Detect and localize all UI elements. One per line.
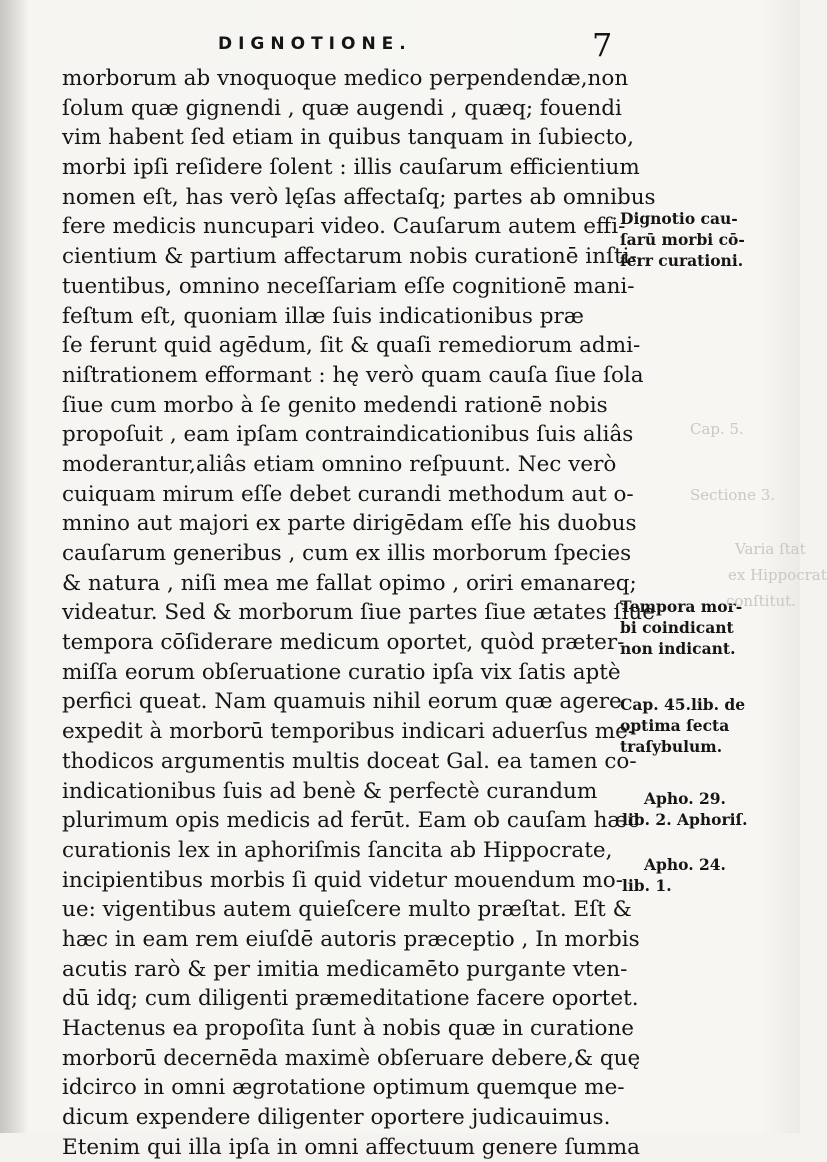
text-line: tuentibus, omnino neceſſariam eſſe cognitionē mani-	[62, 273, 635, 299]
show-through-line: Varia ſtat	[735, 540, 806, 558]
marginal-note-line: lib. 2. Aphoriſ.	[622, 810, 748, 829]
text-line: cauſarum generibus , cum ex illis morborum ſpecies	[62, 541, 632, 566]
text-line: morbi ipſi reſidere ſolent : illis cauſarum efficientium	[62, 155, 640, 181]
marginal-note-line: non indicant.	[620, 639, 736, 658]
text-line: feſtum eſt, quoniam illæ ſuis indicationibus præ	[62, 303, 585, 329]
marginal-note-line: bi coindicant	[620, 618, 734, 637]
show-through-line: ex Hippocrat	[728, 566, 827, 584]
text-line: expedit à morborū temporibus indicari aduerſus me-	[62, 719, 636, 745]
text-line: ue: vigentibus autem quieſcere multo præſtat. Eſt &	[62, 897, 632, 923]
text-line: miſſa eorum obſeruatione curatio ipſa vix ſatis aptè	[62, 659, 621, 685]
text-line: morborum ab vnoquoque medico perpendendæ,non	[62, 66, 629, 91]
page-gutter-shadow	[0, 0, 28, 1133]
text-line: moderantur,aliâs etiam omnino reſpuunt. Nec verò	[62, 451, 617, 477]
text-line: morborū decernēda maximè obſeruare debere,& quę	[62, 1045, 641, 1071]
text-line: videatur. Sed & morborum ſiue partes ſiue ætates ſiue	[62, 600, 655, 626]
text-line: fere medicis nuncupari video. Cauſarum autem effi-	[62, 214, 626, 240]
text-line: incipientibus morbis ſi quid videtur mouendum mo-	[62, 867, 623, 893]
text-line: plurimum opis medicis ad ferūt. Eam ob cauſam hæc	[62, 808, 640, 834]
text-line: & natura , niſi mea me fallat opimo , oriri emanareq;	[62, 570, 637, 596]
show-through-line: Cap. 5.	[690, 420, 744, 438]
text-line: dū idq; cum diligenti præmeditatione facere oportet.	[62, 986, 639, 1012]
marginal-note-line: ſarū morbi cō-	[620, 230, 745, 249]
text-line: nomen eſt, has verò lęſas affectaſq; partes ab omnibus	[62, 184, 656, 210]
marginal-note	[620, 694, 795, 757]
text-line: acutis rarò & per imitia medicamēto purgante vten-	[62, 956, 628, 982]
text-line: indicationibus ſuis ad benè & perfectè curandum	[62, 778, 598, 804]
text-line: cientium & partium affectarum nobis curationē inſti-	[62, 244, 637, 270]
marginal-note	[622, 854, 797, 896]
text-line: ſiue cum morbo à ſe genito medendi rationē nobis	[62, 392, 608, 418]
marginal-note-line: Tempora mor-	[620, 597, 743, 616]
marginal-note-line: ferr curationi.	[620, 251, 744, 270]
marginal-note-line: lib. 1.	[622, 876, 672, 895]
text-line: ſe ferunt quid agēdum, ſit & quaſi remediorum admi-	[62, 333, 641, 359]
page-number: 7	[592, 26, 613, 64]
text-line: Etenim qui illa ipſa in omni affectuum genere ſumma	[62, 1134, 641, 1160]
text-line: ſolum quæ gignendi , quæ augendi , quæq; fouendi	[62, 95, 622, 121]
text-line: tempora cōſiderare medicum oportet, quòd præter-	[62, 630, 625, 656]
marginal-note-line: traſybulum.	[620, 737, 723, 756]
text-line: hæc in eam rem eiuſdē autoris præceptio , In morbis	[62, 926, 640, 952]
text-line: niſtrationem efformant : hę verò quam cauſa ſiue ſola	[62, 362, 644, 388]
text-line: vim habent ſed etiam in quibus tanquam in ſubiecto,	[62, 125, 634, 151]
text-line: curationis lex in aphoriſmis ſancita ab Hippocrate,	[62, 837, 613, 863]
text-line: thodicos argumentis multis doceat Gal. ea tamen co-	[62, 748, 637, 774]
text-line: perfici queat. Nam quamuis nihil eorum quæ agere	[62, 689, 622, 715]
marginal-note	[622, 788, 797, 830]
text-line: idcirco in omni ægrotatione optimum quemque me-	[62, 1075, 625, 1101]
marginal-note-line: Apho. 24.	[644, 855, 726, 874]
text-line: mnino aut majori ex parte dirigēdam eſſe his duobus	[62, 511, 637, 537]
text-line: dicum expendere diligenter oportere judicauimus.	[62, 1105, 611, 1131]
show-through-line: Sectione 3.	[690, 486, 776, 504]
show-through-line: conſtitut.	[726, 592, 796, 610]
marginal-note-line: Dignotio cau-	[620, 209, 738, 228]
text-line: Hactenus ea propoſita ſunt à nobis quæ in curatione	[62, 1016, 635, 1041]
marginal-note	[620, 208, 795, 271]
page-header	[200, 26, 620, 66]
marginal-note-line: optima ſecta	[620, 716, 730, 735]
marginal-note-line: Apho. 29.	[644, 789, 726, 808]
text-line: cuiquam mirum eſſe debet curandi methodum aut o-	[62, 481, 634, 507]
running-head: DIGNOTIONE.	[218, 34, 412, 54]
text-line: propoſuit , eam ipſam contraindicationibus ſuis aliâs	[62, 422, 634, 448]
marginal-note-line: Cap. 45.lib. de	[620, 695, 746, 714]
